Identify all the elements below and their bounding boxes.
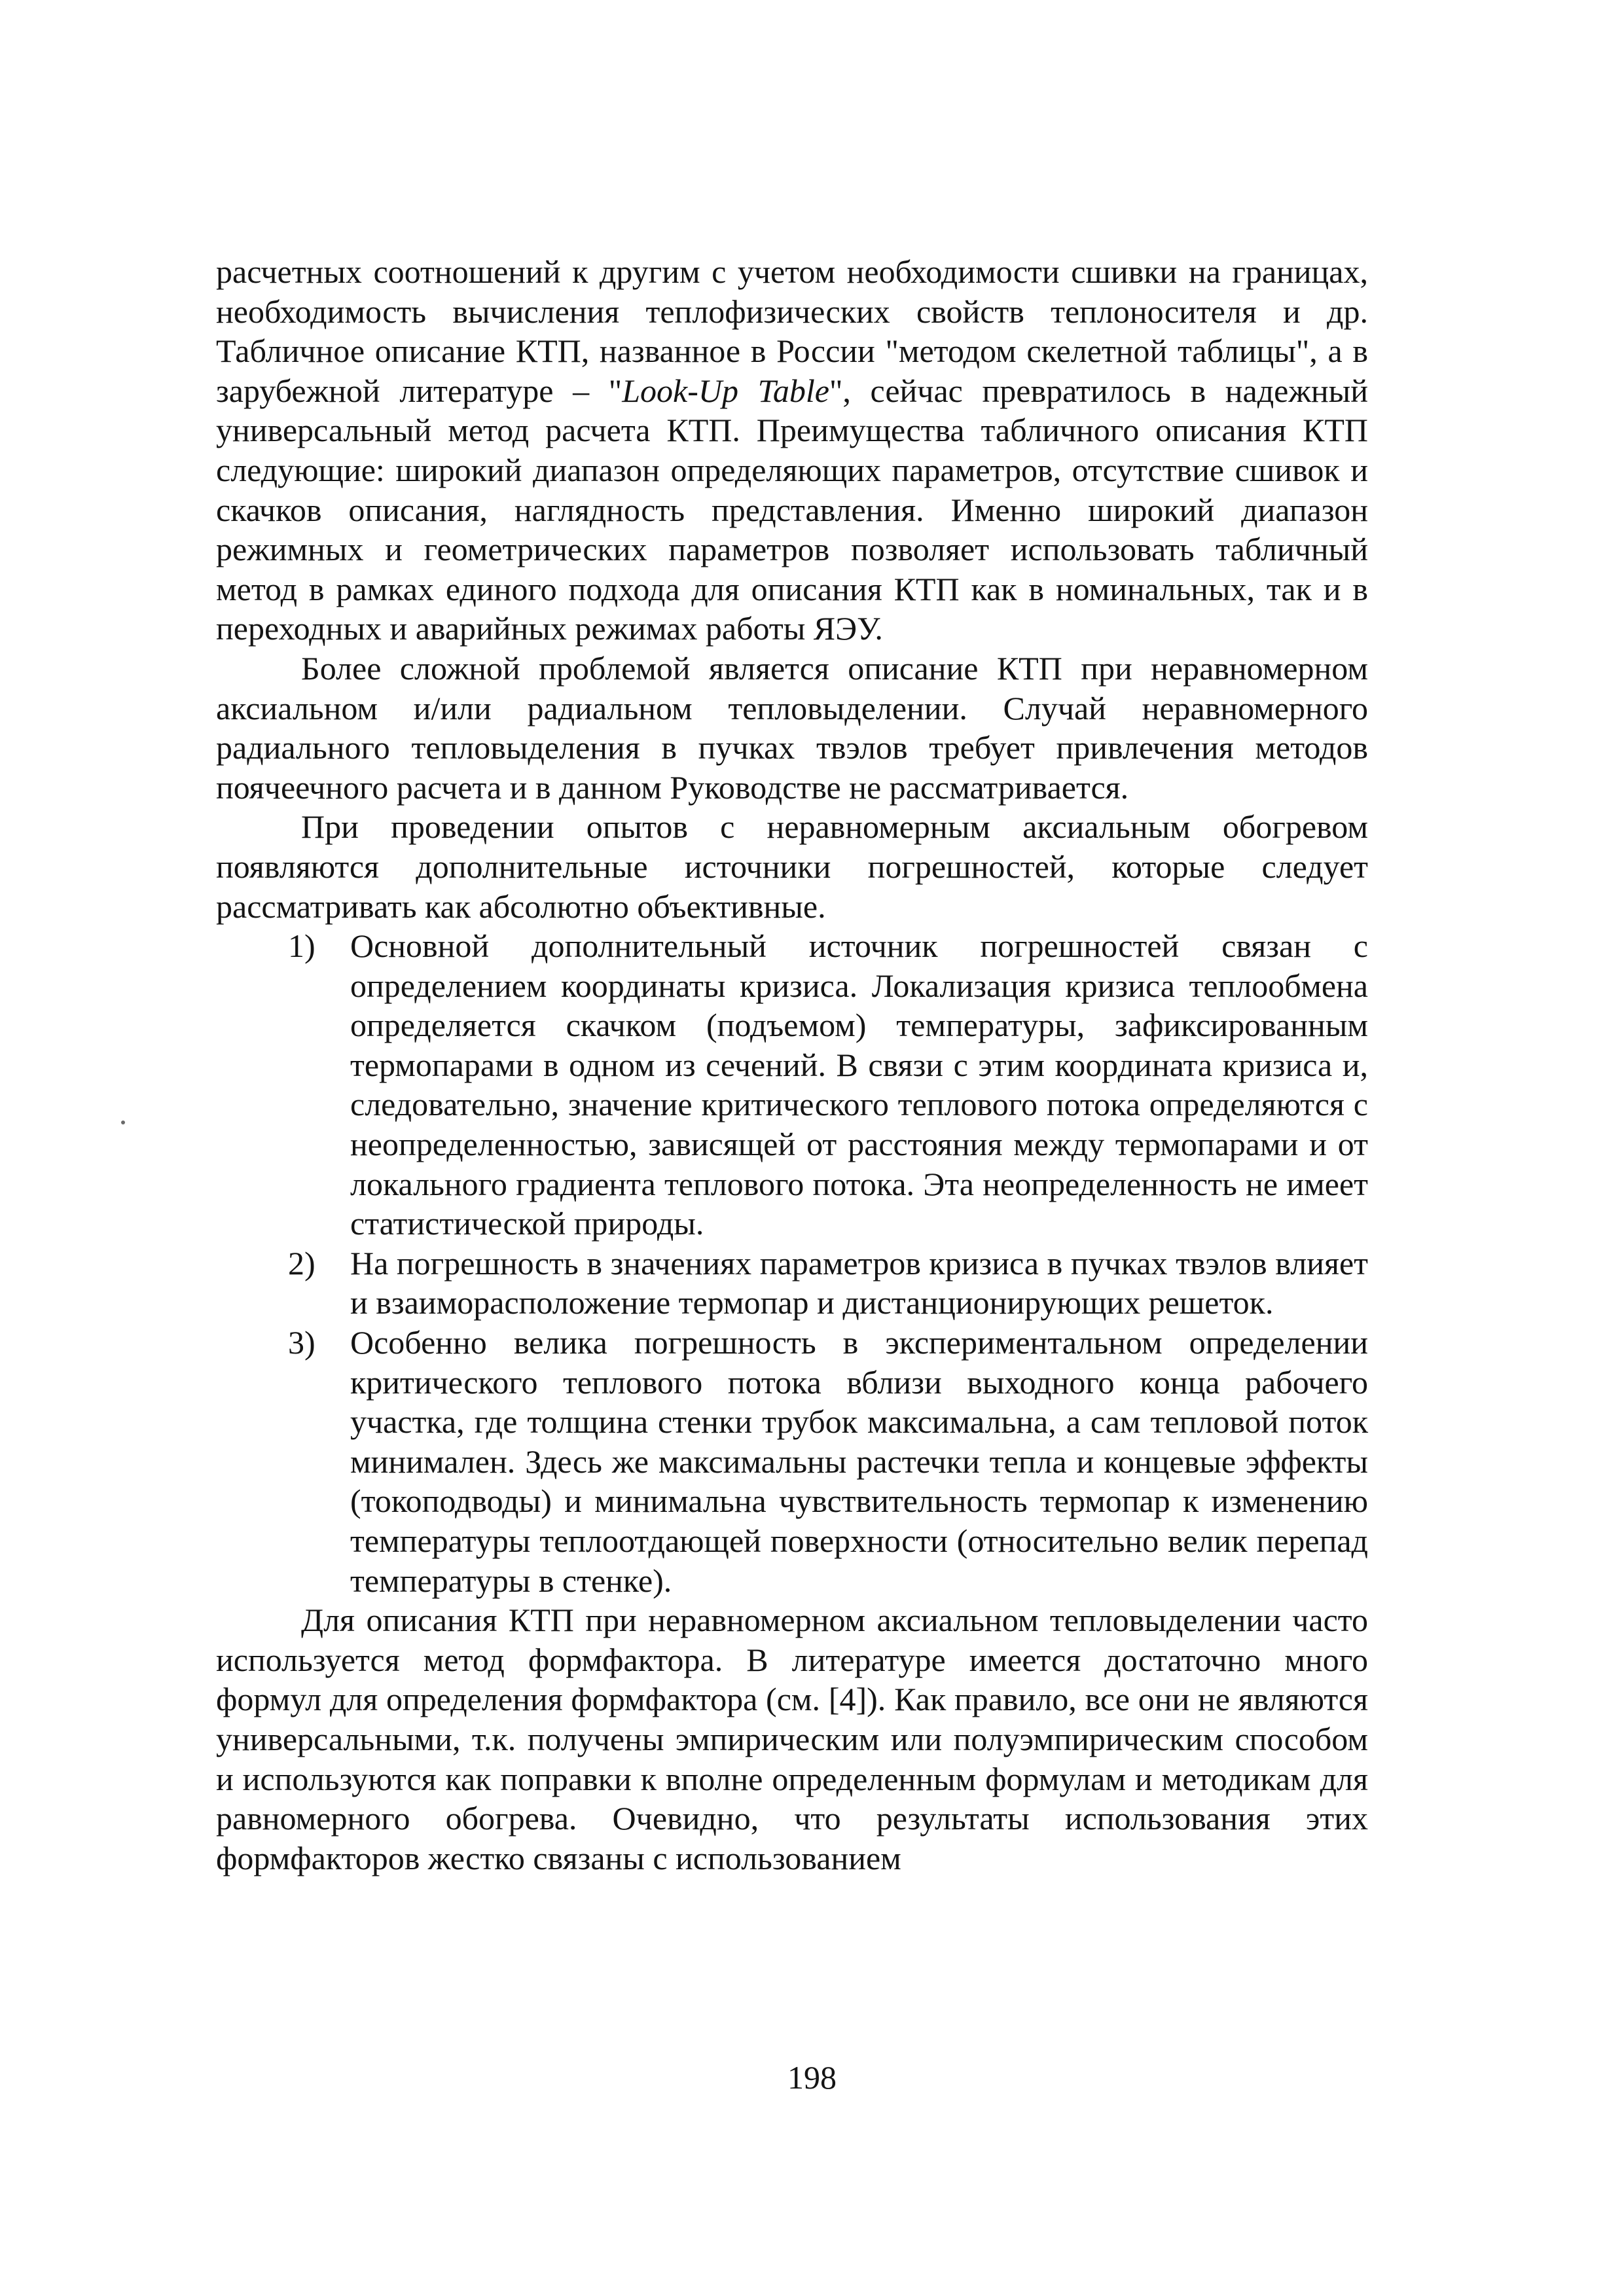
page-body — [216, 252, 1368, 1878]
list-item-number: 3) — [288, 1324, 316, 1361]
paragraph-3: При проведении опытов с неравномерным аксиальным обогревом появляются дополнительные источники погрешностей, которые следует рассматривать как абсолютно объективные. — [216, 808, 1368, 925]
paragraph-2: Более сложной проблемой является описание КТП при неравномерном аксиальном и/или радиальном тепловыделении. Случай неравномерного радиального тепловыделения в пучках твэлов требует привлечения методов поячеечного расчета и в данном Руководстве не рассматривается. — [216, 649, 1368, 806]
list-item-text: На погрешность в значениях параметров кризиса в пучках твэлов влияет и взаиморасположение термопар и дистанционирующих решеток. — [350, 1244, 1368, 1321]
list-item — [288, 926, 1368, 1244]
page-number: 198 — [787, 2059, 837, 2096]
list-item-number: 2) — [288, 1244, 316, 1282]
paragraph-1-text-b: ", сейчас превратилось в надежный универсальный метод расчета КТП. Преимущества табличного описания КТП следующие: широкий диапазон определяющих параметров, отсутствие сшивок и скачков описания, наглядность представления. Именно широкий диапазон режимных и геометрических параметров позволяет использовать табличный метод в рамках единого подхода для описания КТП как в номинальных, так и в переходных и аварийных режимах работы ЯЭУ. — [216, 372, 1369, 647]
list-item — [288, 1244, 1368, 1323]
paragraph-1 — [216, 252, 1368, 649]
paragraph-1-text-a: расчетных соотношений к другим с учетом необходимости сшивки на границах, необходимость вычисления теплофизических свойств теплоносителя и др. Табличное описание КТП, названное в России "методом скелетной таблицы", а в зарубежной литературе – " — [216, 253, 1368, 409]
numbered-list — [216, 926, 1368, 1600]
scan-speck — [121, 1121, 125, 1124]
list-item-text: Особенно велика погрешность в экспериментальном определении критического теплового потока вблизи выходного конца рабочего участка, где толщина стенки трубок максимальна, а сам тепловой поток минимален. Здесь же максимальны растечки тепла и концевые эффекты (токоподводы) и минимальна чувствительность термопар к изменению температуры теплоотдающей поверхности (относительно велик перепад температуры в стенке). — [350, 1324, 1368, 1599]
list-item-number: 1) — [288, 927, 316, 965]
paragraph-4: Для описания КТП при неравномерном аксиальном тепловыделении часто используется метод формфактора. В литературе имеется достаточно много формул для определения формфактора (см. [4]). Как правило, все они не являются универсальными, т.к. получены эмпирическим или полуэмпирическим способом и используются как поправки к вполне определенным формулам и методикам для равномерного обогрева. Очевидно, что результаты использования этих формфакторов жестко связаны с использованием — [216, 1602, 1368, 1876]
list-item-text: Основной дополнительный источник погрешностей связан с определением координаты кризиса. Локализация кризиса теплообмена определяется скачком (подъемом) температуры, зафиксированным термопарами в одном из сечений. В связи с этим координата кризиса и, следовательно, значение критического теплового потока определяются с неопределенностью, зависящей от расстояния между термопарами и от локального градиента теплового потока. Эта неопределенность не имеет статистической природы. — [350, 927, 1368, 1242]
list-item — [288, 1323, 1368, 1600]
paragraph-1-italic-term: Look-Up Table — [622, 372, 829, 409]
